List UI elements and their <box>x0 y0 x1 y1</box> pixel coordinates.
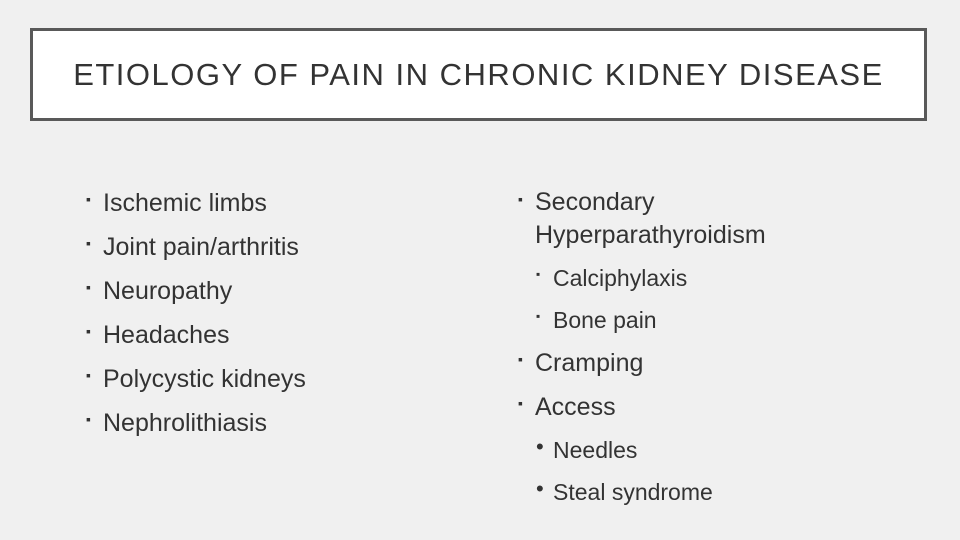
square-bullet-icon: ▪ <box>86 191 91 207</box>
list-item-text: Nephrolithiasis <box>103 409 267 437</box>
sub-list-item <box>536 262 938 294</box>
slide-title: ETIOLOGY OF PAIN IN CHRONIC KIDNEY DISEASE <box>73 56 884 92</box>
list-item-text: Ischemic limbs <box>103 189 267 217</box>
left-bullet-list <box>86 186 466 450</box>
right-bullet-list <box>518 186 938 518</box>
square-bullet-icon: ▪ <box>86 367 91 383</box>
list-item-text: Polycystic kidneys <box>103 365 306 393</box>
sub-list-item-text: Steal syndrome <box>553 479 713 505</box>
sub-list-item <box>536 476 938 508</box>
title-box <box>30 28 927 121</box>
sub-list-item-text: Needles <box>553 437 638 463</box>
list-item <box>86 406 466 440</box>
list-item-text: Joint pain/arthritis <box>103 233 299 261</box>
sub-list-item <box>536 434 938 466</box>
list-item-text: Neuropathy <box>103 277 233 305</box>
square-bullet-icon: ▪ <box>86 279 91 295</box>
list-item-text: Access <box>535 393 616 421</box>
list-item <box>518 186 938 252</box>
square-bullet-icon: ▪ <box>86 323 91 339</box>
list-item <box>86 230 466 264</box>
list-item <box>86 318 466 352</box>
square-bullet-icon: ▪ <box>86 235 91 251</box>
square-bullet-icon: ▪ <box>86 411 91 427</box>
list-item <box>86 186 466 220</box>
sub-list-item <box>536 304 938 336</box>
square-bullet-icon: ▪ <box>518 395 523 411</box>
sub-list-item-text: Bone pain <box>553 307 657 333</box>
list-item <box>518 346 938 380</box>
list-item <box>518 390 938 424</box>
square-bullet-icon: ▪ <box>518 191 523 207</box>
dot-bullet-icon: • <box>536 434 544 459</box>
square-bullet-icon: ▪ <box>536 267 541 281</box>
list-item-text: Cramping <box>535 349 644 377</box>
list-item-text: Secondary Hyperparathyroidism <box>535 188 766 249</box>
square-bullet-icon: ▪ <box>518 351 523 367</box>
list-item-text: Headaches <box>103 321 230 349</box>
square-bullet-icon: ▪ <box>536 309 541 323</box>
list-item <box>86 362 466 396</box>
list-item <box>86 274 466 308</box>
sub-list-item-text: Calciphylaxis <box>553 265 688 291</box>
dot-bullet-icon: • <box>536 476 544 501</box>
